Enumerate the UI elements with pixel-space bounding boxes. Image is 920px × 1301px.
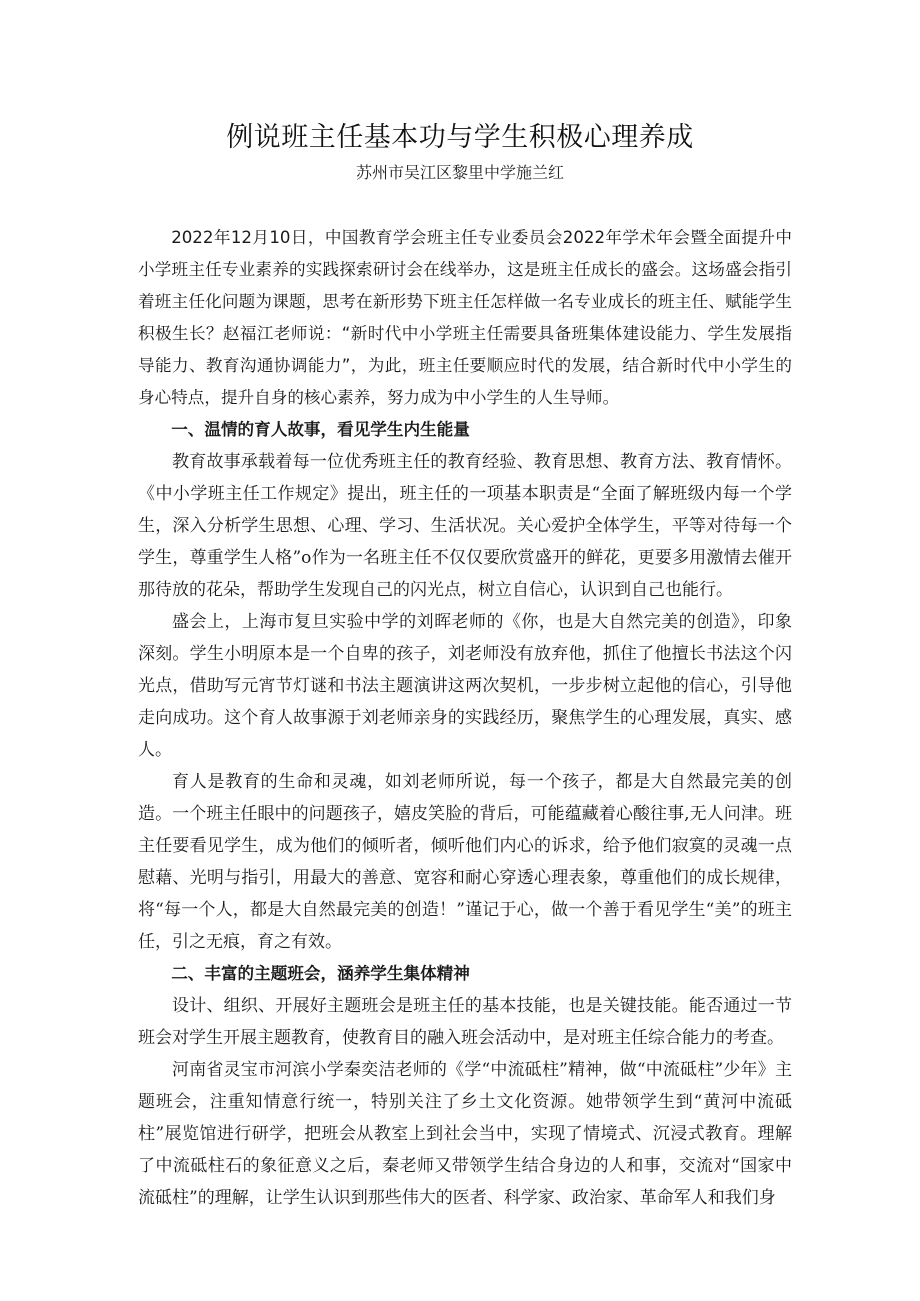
section-heading-2: 二、丰富的主题班会，涵养学生集体精神 [171,964,470,983]
section-heading-1: 一、温情的育人故事，看见学生内生能量 [171,420,470,439]
document-author: 苏州市吴江区黎里中学施兰红 [355,163,564,182]
paragraph: 教育故事承载着每一位优秀班主任的教育经验、教育思想、教育方法、教育情怀。《中小学班主任工作规定》提出，班主任的一项基本职责是“全面了解班级内每一个学生，深入分析学生思想、心理、学习、生活状况。关心爱护全体学生，平等对待每一个学生，尊重学生人格”o作为一名班主任不仅仅要欣赏盛开的鲜花，更要多用激情去催开那待放的花朵，帮助学生发现自己的闪光点，树立自信心，认识到自己也能行。 [138,452,792,600]
paragraph: 河南省灵宝市河滨小学秦奕洁老师的《学“中流砥柱”精神，做“中流砥柱”少年》主题班会，注重知情意行统一，特别关注了乡土文化资源。她带领学生到“黄河中流砥柱”展览馆进行研学，把班会从教室上到社会当中，实现了情境式、沉浸式教育。理解了中流砥柱石的象征意义之后，秦老师又带领学生结合身边的人和事，交流对“国家中流砥柱”的理解，让学生认识到那些伟大的医者、科学家、政治家、革命军人和我们身 [138,1060,792,1208]
paragraph: 育人是教育的生命和灵魂，如刘老师所说，每一个孩子，都是大自然最完美的创造。一个班主任眼中的问题孩子，嬉皮笑脸的背后，可能蕴藏着心酸往事,无人问津。班主任要看见学生，成为他们的倾听者，倾听他们内心的诉求，给予他们寂寞的灵魂一点慰藉、光明与指引，用最大的善意、宽容和耐心穿透心理表象，尊重他们的成长规律，将“每一个人，都是大自然最完美的创造！”谨记于心，做一个善于看见学生“美”的班主任，引之无痕，育之有效。 [138,772,792,952]
document-title: 例说班主任基本功与学生积极心理养成 [226,122,694,153]
intro-paragraph: 2022年12月10日，中国教育学会班主任专业委员会2022年学术年会暨全面提升中小学班主任专业素养的实践探索研讨会在线举办，这是班主任成长的盛会。这场盛会指引着班主任化问题为课题，思考在新形势下班主任怎样做一名专业成长的班主任、赋能学生积极生长？赵福江老师说：“新时代中小学班主任需要具备班集体建设能力、学生发展指导能力、教育沟通协调能力”，为此，班主任要顺应时代的发展，结合新时代中小学生的身心特点，提升自身的核心素养，努力成为中小学生的人生导师。 [138,228,792,407]
paragraph: 设计、组织、开展好主题班会是班主任的基本技能，也是关键技能。能否通过一节班会对学生开展主题教育，使教育目的融入班会活动中，是对班主任综合能力的考查。 [138,996,792,1048]
document-body [138,222,792,1214]
paragraph: 盛会上，上海市复旦实验中学的刘晖老师的《你，也是大自然完美的创造》，印象深刻。学生小明原本是一个自卑的孩子，刘老师没有放弃他，抓住了他擅长书法这个闪光点，借助写元宵节灯谜和书法主题演讲这两次契机，一步步树立起他的信心，引导他走向成功。这个育人故事源于刘老师亲身的实践经历，聚焦学生的心理发展，真实、感人。 [138,612,792,760]
